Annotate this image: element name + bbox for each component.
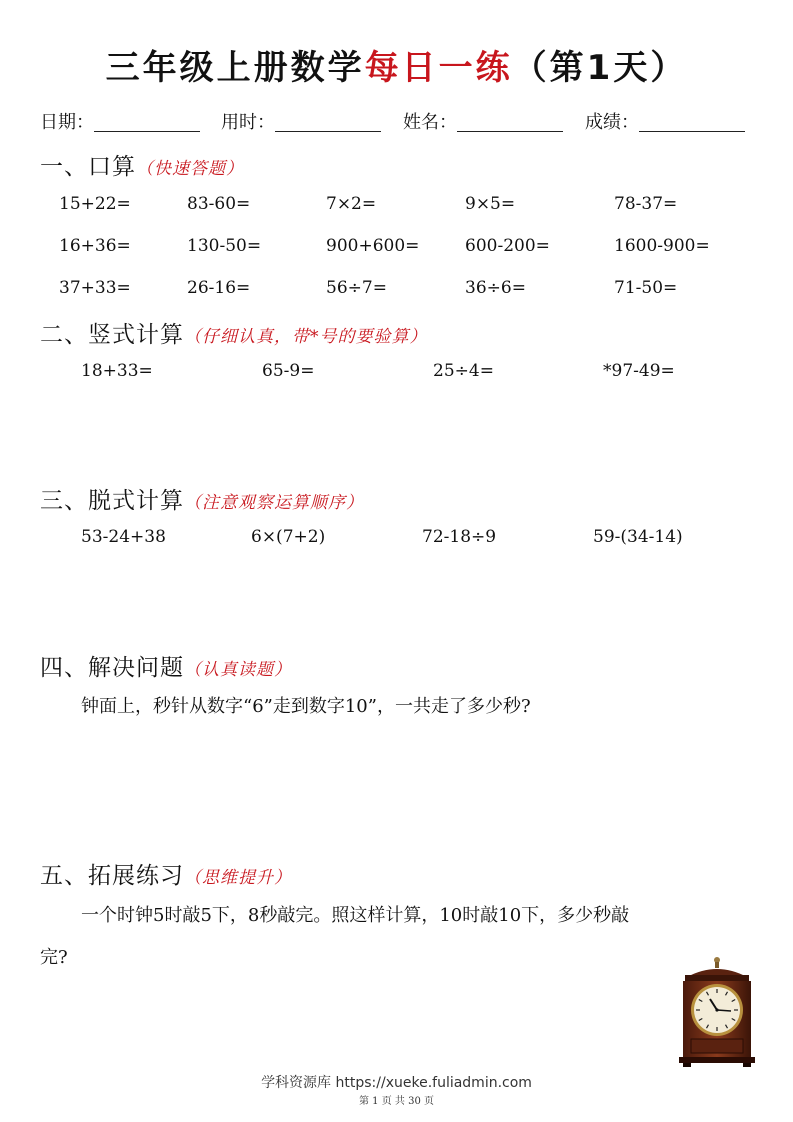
oral-calc-item: 37+33= bbox=[59, 278, 131, 298]
vertical-calc-item: 65-9= bbox=[262, 361, 315, 381]
date-label: 日期： bbox=[40, 112, 94, 133]
oral-calc-item: 9×5= bbox=[465, 194, 516, 214]
section-3-heading bbox=[40, 482, 364, 515]
time-label: 用时： bbox=[221, 112, 275, 133]
name-field bbox=[403, 108, 563, 134]
time-blank[interactable] bbox=[275, 113, 381, 132]
oral-calc-item: 56÷7= bbox=[326, 278, 387, 298]
name-label: 姓名： bbox=[403, 112, 457, 133]
section-3-hint: （注意观察运算顺序） bbox=[184, 493, 364, 513]
step-calc-item: 53-24+38 bbox=[81, 527, 166, 547]
step-calc-item: 72-18÷9 bbox=[422, 527, 497, 547]
section-2-heading bbox=[40, 316, 428, 349]
extension-question-line-1: 一个时钟5时敲5下，8秒敲完。照这样计算，10时敲10下，多少秒敲 bbox=[81, 905, 630, 926]
step-calc-item: 6×(7+2) bbox=[251, 527, 326, 547]
oral-calc-item: 26-16= bbox=[187, 278, 251, 298]
title-part-1: 三年级上册数学 bbox=[105, 48, 365, 88]
page-title bbox=[0, 40, 793, 89]
title-part-3: （第1天） bbox=[512, 48, 688, 88]
oral-calc-item: 1600-900= bbox=[614, 236, 710, 256]
oral-calc-item: 71-50= bbox=[614, 278, 678, 298]
section-5-title: 五、拓展练习 bbox=[40, 863, 184, 889]
oral-calc-item: 900+600= bbox=[326, 236, 420, 256]
oral-calc-item: 15+22= bbox=[59, 194, 131, 214]
student-info-row bbox=[40, 108, 760, 136]
vertical-calc-item: *97-49= bbox=[603, 361, 675, 381]
section-2-hint: （仔细认真，带*号的要验算） bbox=[184, 327, 428, 347]
extension-question-line-2: 完? bbox=[40, 947, 68, 968]
oral-calc-item: 130-50= bbox=[187, 236, 262, 256]
section-2-title: 二、竖式计算 bbox=[40, 322, 184, 348]
problem-question: 钟面上，秒针从数字“6”走到数字10”，一共走了多少秒? bbox=[81, 696, 531, 717]
date-blank[interactable] bbox=[94, 113, 200, 132]
date-field bbox=[40, 108, 200, 134]
vertical-calc-item: 25÷4= bbox=[433, 361, 494, 381]
step-calc-item: 59-(34-14) bbox=[593, 527, 683, 547]
oral-calc-item: 36÷6= bbox=[465, 278, 526, 298]
time-field bbox=[221, 108, 381, 134]
section-5-heading bbox=[40, 857, 292, 890]
oral-calc-item: 83-60= bbox=[187, 194, 251, 214]
section-3-title: 三、脱式计算 bbox=[40, 488, 184, 514]
section-1-heading bbox=[40, 148, 244, 181]
oral-calc-item: 78-37= bbox=[614, 194, 678, 214]
section-1-title: 一、口算 bbox=[40, 154, 136, 180]
score-blank[interactable] bbox=[639, 113, 745, 132]
vertical-calc-item: 18+33= bbox=[81, 361, 153, 381]
mantel-clock-icon bbox=[679, 955, 755, 1067]
oral-calc-item: 600-200= bbox=[465, 236, 550, 256]
footer-source: 学科资源库 https://xueke.fuliadmin.com bbox=[261, 1075, 532, 1091]
score-field bbox=[585, 108, 745, 134]
section-4-heading bbox=[40, 649, 292, 682]
section-1-hint: （快速答题） bbox=[136, 159, 244, 179]
oral-calc-item: 7×2= bbox=[326, 194, 377, 214]
section-4-title: 四、解决问题 bbox=[40, 655, 184, 681]
title-part-2: 每日一练 bbox=[364, 48, 513, 88]
score-label: 成绩： bbox=[585, 112, 639, 133]
page-number: 第 1 页 共 30 页 bbox=[359, 1096, 434, 1107]
section-4-hint: （认真读题） bbox=[184, 660, 292, 680]
name-blank[interactable] bbox=[457, 113, 563, 132]
oral-calc-item: 16+36= bbox=[59, 236, 131, 256]
section-5-hint: （思维提升） bbox=[184, 868, 292, 888]
